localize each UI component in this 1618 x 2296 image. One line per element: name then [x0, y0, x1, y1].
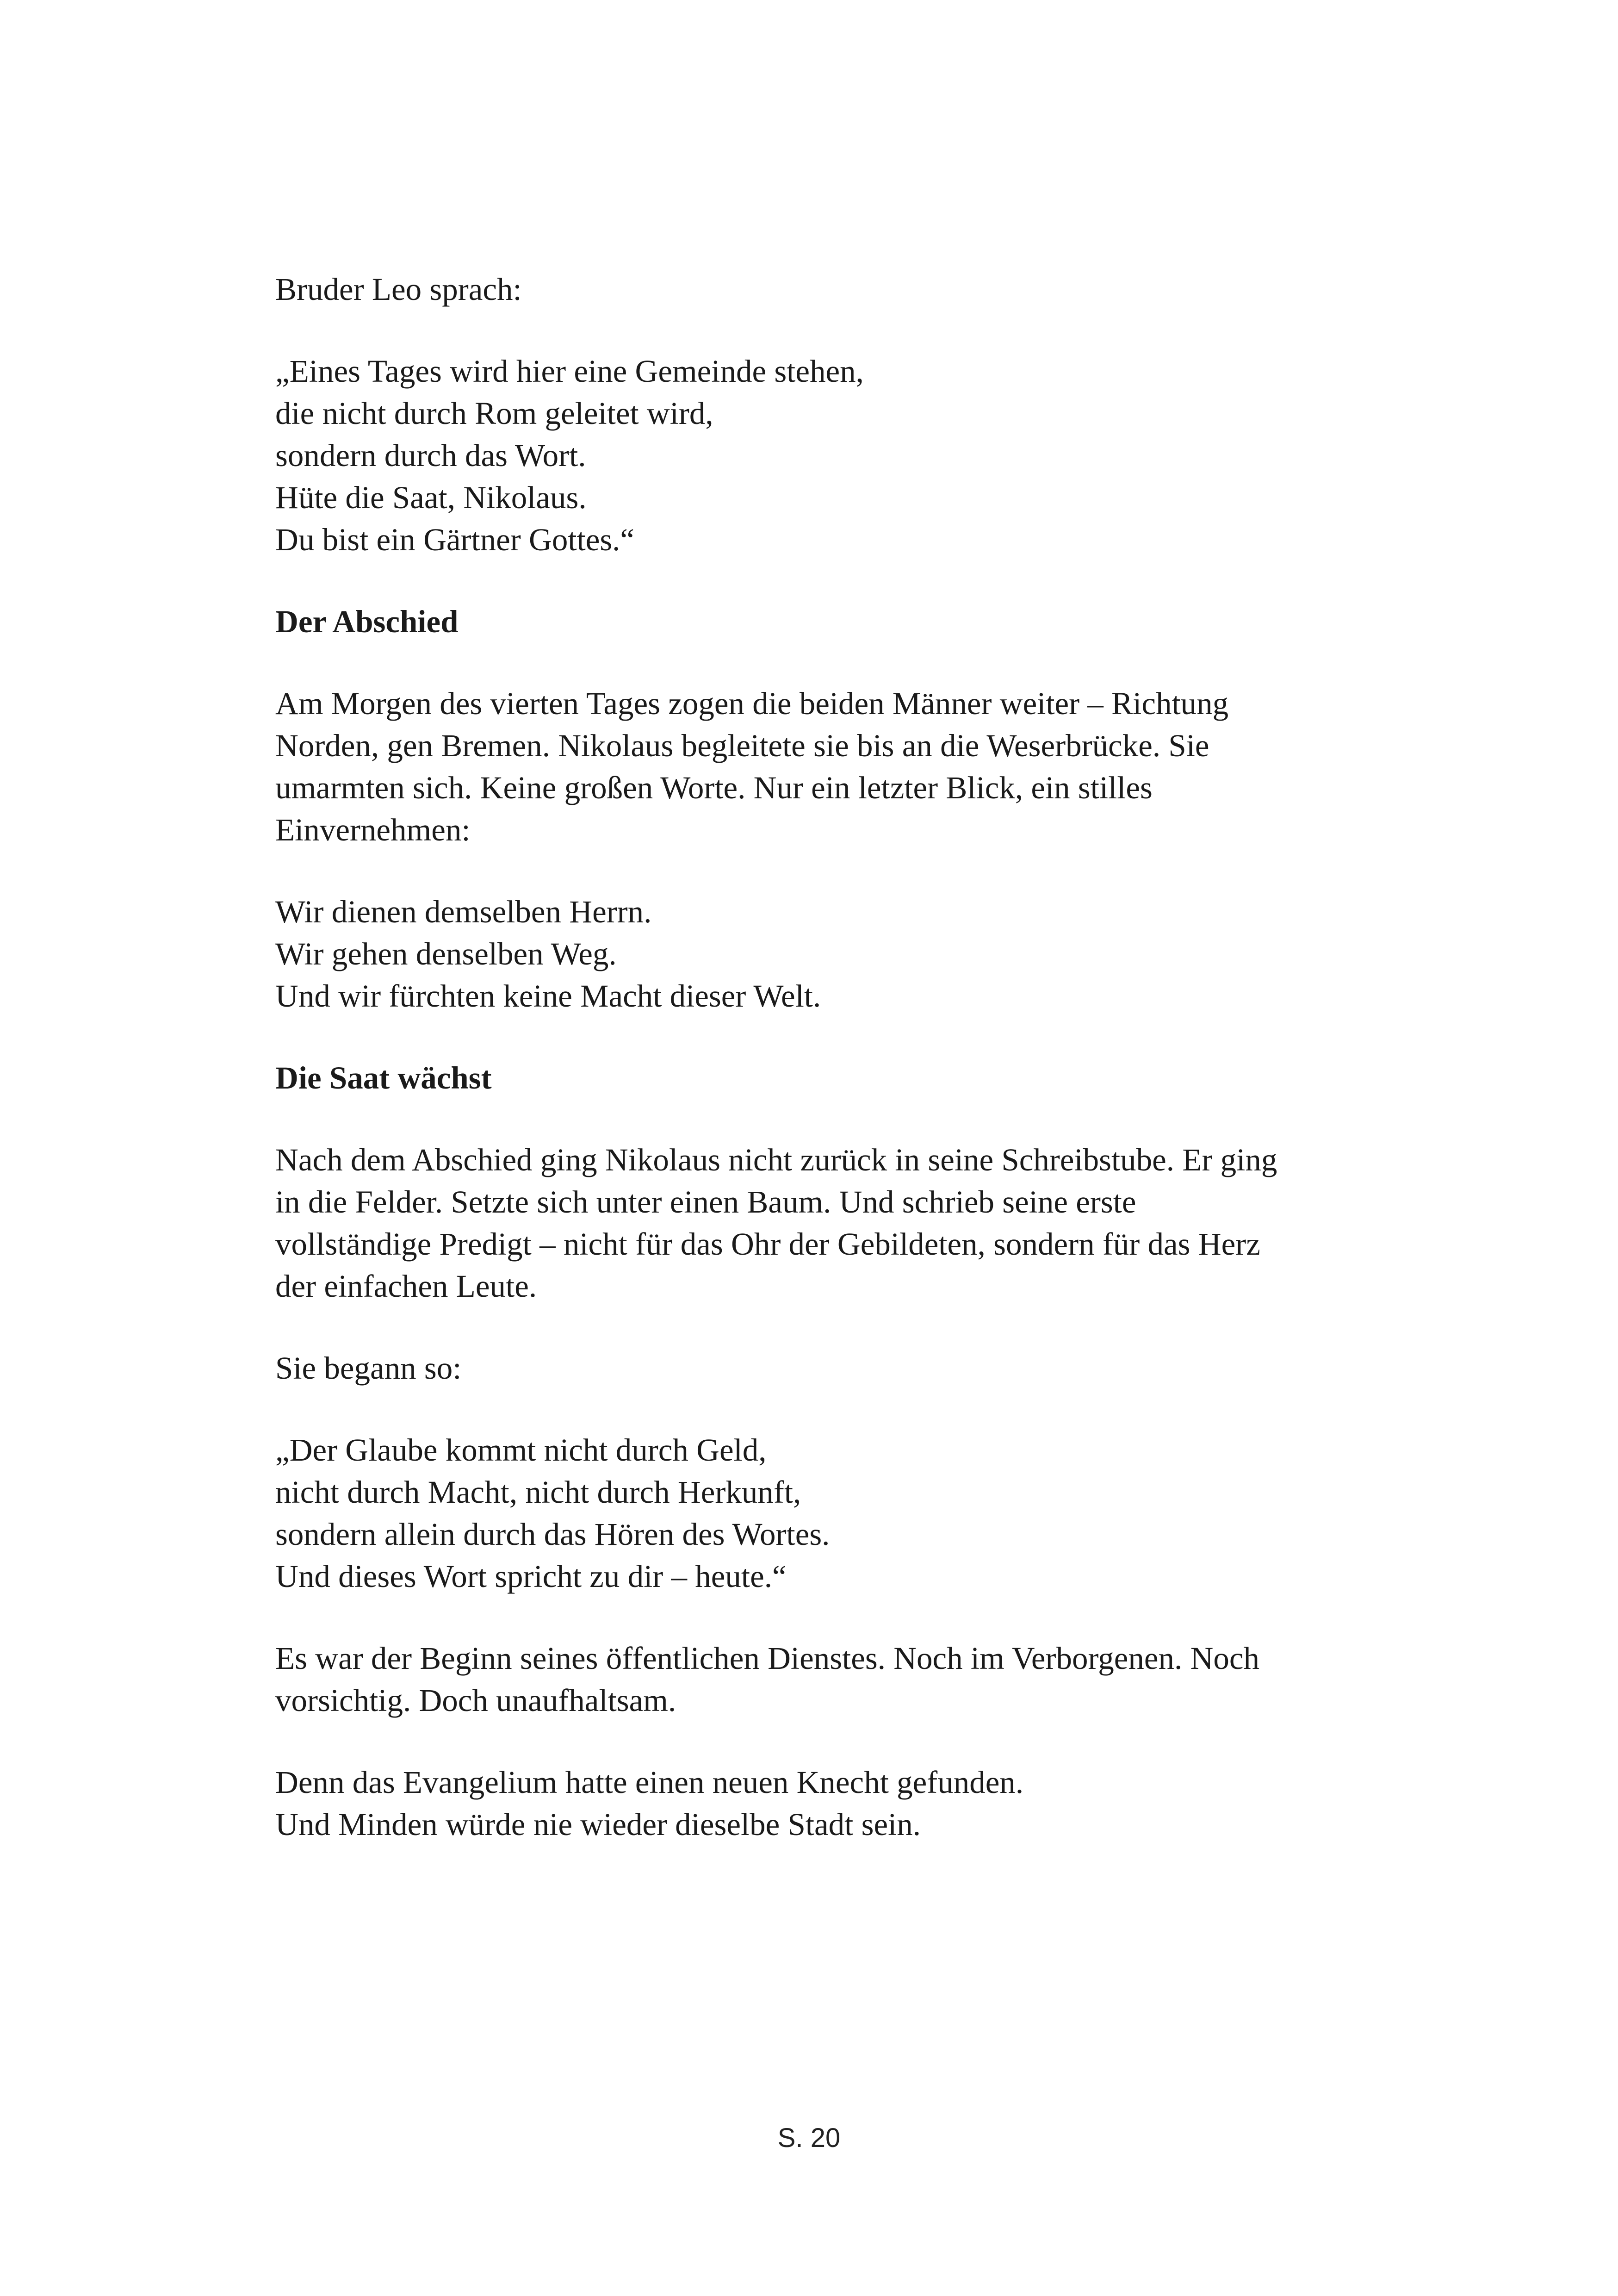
- verse-paragraph: [275, 891, 1349, 1017]
- text-line: Am Morgen des vierten Tages zogen die beiden Männer weiter – Richtung: [275, 686, 1229, 721]
- text-line: Es war der Beginn seines öffentlichen Dienstes. Noch im Verborgenen. Noch: [275, 1641, 1259, 1676]
- intro-paragraph: [275, 268, 1349, 311]
- text-line: Norden, gen Bremen. Nikolaus begleitete sie bis an die Weserbrücke. Sie: [275, 728, 1209, 763]
- text-line: nicht durch Macht, nicht durch Herkunft,: [275, 1475, 801, 1510]
- text-line: Und Minden würde nie wieder dieselbe Stadt sein.: [275, 1807, 921, 1842]
- text-line: vorsichtig. Doch unaufhaltsam.: [275, 1683, 676, 1718]
- quote-predigt: [275, 1429, 1349, 1598]
- section-heading-saat: Die Saat wächst: [275, 1060, 492, 1095]
- text-line: sondern allein durch das Hören des Wortes.: [275, 1517, 830, 1552]
- paragraph-saat: [275, 1139, 1349, 1307]
- text-line: in die Felder. Setzte sich unter einen Baum. Und schrieb seine erste: [275, 1184, 1136, 1220]
- text-line: vollständige Predigt – nicht für das Ohr der Gebildeten, sondern für das Herz: [275, 1226, 1260, 1262]
- text-line: Nach dem Abschied ging Nikolaus nicht zurück in seine Schreibstube. Er ging: [275, 1142, 1277, 1177]
- text-line: „Eines Tages wird hier eine Gemeinde stehen,: [275, 354, 864, 389]
- text-line: Wir dienen demselben Herrn.: [275, 894, 652, 929]
- paragraph-beginn: [275, 1637, 1349, 1722]
- text-line: Und wir fürchten keine Macht dieser Welt.: [275, 978, 821, 1014]
- text-line: der einfachen Leute.: [275, 1269, 537, 1304]
- quote-leo: [275, 350, 1349, 561]
- text-line: Denn das Evangelium hatte einen neuen Knecht gefunden.: [275, 1765, 1024, 1800]
- text-line: Einvernehmen:: [275, 812, 471, 847]
- text-line: sondern durch das Wort.: [275, 438, 586, 473]
- text-line: Und dieses Wort spricht zu dir – heute.“: [275, 1559, 787, 1594]
- text-line: Bruder Leo sprach:: [275, 272, 522, 307]
- text-line: die nicht durch Rom geleitet wird,: [275, 396, 713, 431]
- text-line: Wir gehen denselben Weg.: [275, 936, 617, 971]
- paragraph-begann: [275, 1347, 1349, 1389]
- text-line: „Der Glaube kommt nicht durch Geld,: [275, 1432, 767, 1468]
- paragraph-schluss: [275, 1761, 1349, 1846]
- text-line: Sie begann so:: [275, 1350, 462, 1386]
- section-heading-abschied: Der Abschied: [275, 604, 459, 639]
- body-text: [275, 268, 1349, 1885]
- text-line: Du bist ein Gärtner Gottes.“: [275, 522, 635, 557]
- page-number: S. 20: [777, 2123, 841, 2153]
- text-line: umarmten sich. Keine großen Worte. Nur ein letzter Blick, ein stilles: [275, 770, 1153, 805]
- paragraph-abschied: [275, 683, 1349, 851]
- text-line: Hüte die Saat, Nikolaus.: [275, 480, 587, 515]
